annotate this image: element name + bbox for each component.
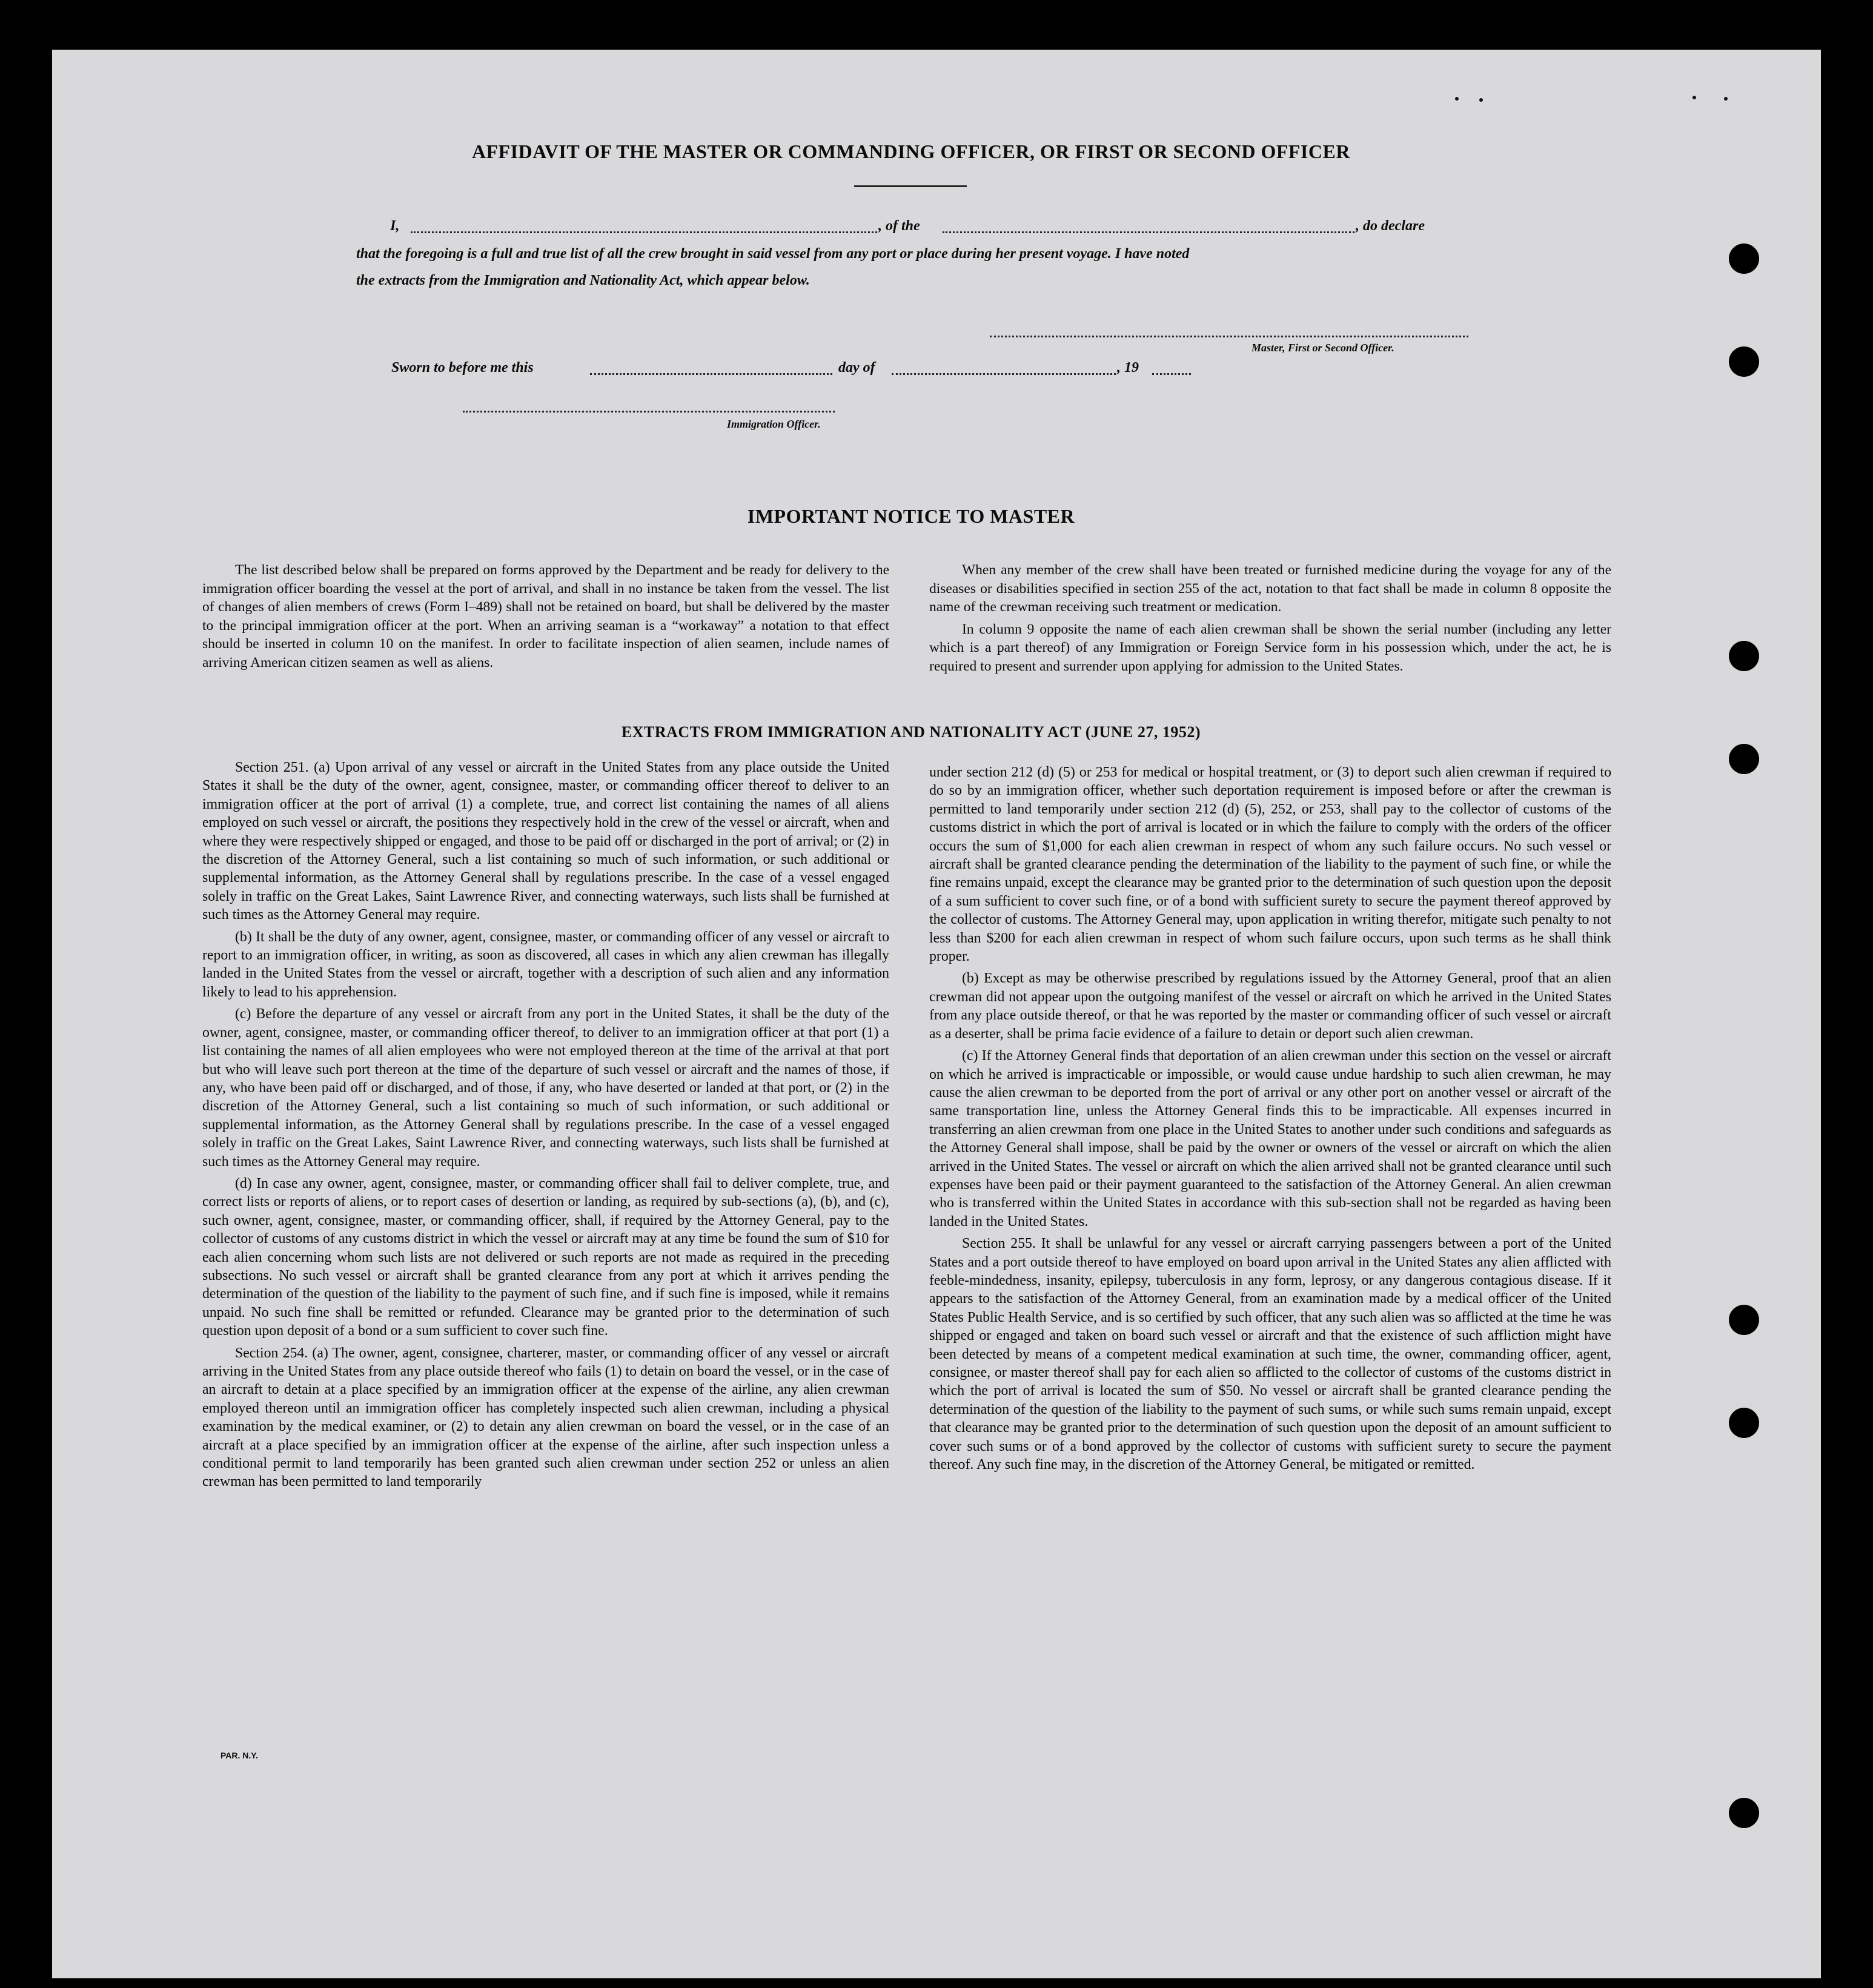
punch-hole [1729, 1305, 1759, 1335]
of-the-label: , of the [878, 218, 920, 234]
statement-line-2: the extracts from the Immigration and Nationality Act, which appear below. [356, 273, 810, 288]
section-251-d: (d) In case any owner, agent, consignee, master, or commanding officer shall fail to deliver complete, true, and correct lists or reports of aliens, or to report cases of desertion or landing, as required by sub-sections (a), (b), and (c), such owner, agent, consignee, master, or commanding officer, shall, if required by the Attorney General, pay to the collector of customs of any customs district in which the vessel or aircraft may at any time be found the sum of $10 for each alien concerning whom such lists are not delivered or such reports are not made as required in the preceding subsections. No such vessel or aircraft shall be granted clearance from any port at which it arrives pending the determination of the question of the liability to the payment of such fine, and if such fine is imposed, while it remains unpaid. No such fine shall be remitted or refunded. Clearance may be granted prior to the determination of such question upon deposit of a bond or a sum sufficient to cover such fine. [202, 1175, 889, 1339]
section-251-a: Section 251. (a) Upon arrival of any vessel or aircraft in the United States from any place outside the United States it shall be the duty of the owner, agent, consignee, master, or commanding officer thereof to deliver to an immigration officer at the port of arrival (1) a complete, true, and correct list containing the names of all aliens employed on such vessel or aircraft, the positions they respectively hold in the crew of the vessel or aircraft, when and where they were respectively shipped or engaged, and those to be paid off or discharged in the port of arrival; or (2) in the discretion of the Attorney General, such a list containing so much of such information, or such additional or supplemental information, as the Attorney General shall by regulations prescribe. In the case of a vessel engaged solely in traffic on the Great Lakes, Saint Lawrence River, and connecting waterways, such lists shall be furnished at such times as the Attorney General may require. [202, 760, 889, 923]
punch-hole [1729, 244, 1759, 274]
vessel-fill-line [943, 231, 1354, 233]
speck [1692, 96, 1696, 99]
section-254-a-continued: under section 212 (d) (5) or 253 for medical or hospital treatment, or (3) to deport such alien crewman if required to do so by an immigration officer, whether such deportation requirement is imposed before or after the crewman is permitted to land temporarily under section 212 (d) (5), 252, or 253, shall pay to the collector of customs of the customs district in which the port of arrival is located or in which the failure to comply with the orders of the officer occurs the sum of $1,000 for each alien crewman in respect of whom any such failure occurs. No such vessel or aircraft shall be granted clearance pending the determination of the liability to the payment of such fine, or while the fine remains unpaid, except the clearance may be granted prior to the determination of such question upon the deposit of a sum sufficient to cover such fine, or of a bond with sufficient surety to secure the payment thereof approved by the collector of customs. The Attorney General may, upon application in writing therefor, mitigate such penalty to not less than $200 for each alien crewman in respect of whom such failure occurs, upon such terms as he shall think proper. [929, 764, 1611, 965]
punch-hole [1729, 744, 1759, 774]
affidavit-title: AFFIDAVIT OF THE MASTER OR COMMANDING OFFICER, OR FIRST OR SECOND OFFICER [472, 141, 1350, 162]
section-254-c: (c) If the Attorney General finds that deportation of an alien crewman under this section on the vessel or aircraft on which he arrived is impracticable or impossible, or would cause undue hardship to such alien crewman, he may cause the alien crewman to be deported from the port of arrival or any other port on another vessel or aircraft of the same transportation line, unless the Attorney General finds this to be impracticable. All expenses incurred in transferring an alien crewman from one place in the United States to another under such conditions and safeguards as the Attorney General shall impose, shall be paid by the owner or owners of the vessel or aircraft on which the alien arrived in the United States. The vessel or aircraft on which the alien arrived shall not be granted clearance until such expenses have been paid or their payment guaranteed to the satisfaction of the Attorney General. An alien crewman who is transferred within the United States in accordance with this sub-section shall not be regarded as having been landed in the United States. [929, 1048, 1611, 1230]
sworn-label: Sworn to before me this [391, 360, 534, 376]
notice-title: IMPORTANT NOTICE TO MASTER [747, 505, 1075, 527]
speck [1479, 98, 1483, 102]
do-declare-label: , do declare [1356, 218, 1425, 234]
year-label: , 19 [1117, 360, 1139, 376]
section-254-a: Section 254. (a) The owner, agent, consignee, charterer, master, or commanding officer of any vessel or aircraft arriving in the United States from any place outside thereof who fails (1) to detain on board the vessel, or in the case of an aircraft to detain at a place specified by an immigration officer at the expense of the airline, any alien crewman employed thereon until an immigration officer has completely inspected such alien crewman, including a physical examination by the medical examiner, or (2) to detain any alien crewman on board the vessel, or in the case of an aircraft at a place specified by an immigration officer at the expense of the airline, after such inspection unless a conditional permit to land temporarily has been granted such alien crewman under section 252 or unless an alien crewman has been permitted to land temporarily [202, 1345, 889, 1490]
day-of-label: day of [838, 360, 875, 376]
title-rule [854, 185, 967, 187]
officer-caption: Immigration Officer. [727, 418, 821, 430]
master-signature-line [990, 336, 1468, 337]
speck [1455, 97, 1459, 101]
notice-left-column [202, 561, 889, 675]
notice-right-paragraph-2: In column 9 opposite the name of each alien crewman shall be shown the serial number (including any letter which is a part thereof) of any Immigration or Foreign Service form in his possession which, under the act, he is required to present and surrender upon applying for admission to the United States. [929, 621, 1611, 674]
officer-signature-line [463, 411, 835, 413]
document-page [52, 50, 1821, 1978]
section-251-c: (c) Before the departure of any vessel or aircraft from any port in the United States, it shall be the duty of the owner, agent, consignee, master, or commanding officer thereof, to deliver to an immigration officer at that port (1) a list containing the names of all alien employees who were not employed thereon at the time of the arrival at that port but who will leave such port thereon at the time of the departure of such vessel or aircraft and the names of those, if any, who have been paid off or discharged, and of those, if any, who have deserted or landed at that port, or (2) in the discretion of the Attorney General, such a list containing so much of such information, or such additional or supplemental information, as the Attorney General shall by regulations prescribe. In the case of a vessel engaged solely in traffic on the Great Lakes, Saint Lawrence River, and connecting waterways, such lists shall be furnished at such times as the Attorney General may require. [202, 1006, 889, 1170]
notice-right-paragraph-1: When any member of the crew shall have been treated or furnished medicine during the voyage for any of the diseases or disabilities specified in section 255 of the act, notation to that fact shall be made in column 8 opposite the name of the crewman receiving such treatment or medication. [929, 562, 1611, 615]
sworn-year-fill-line [1152, 373, 1191, 375]
section-251-b: (b) It shall be the duty of any owner, agent, consignee, master, or commanding officer of any vessel or aircraft to report to an immigration officer, in writing, as soon as discovered, all cases in which any alien crewman has illegally landed in the United States from the vessel or aircraft, together with a description of such alien and any information likely to lead to his apprehension. [202, 929, 889, 1000]
notice-right-column [929, 561, 1611, 679]
sworn-day-fill-line [590, 373, 832, 375]
section-254-b: (b) Except as may be otherwise prescribed by regulations issued by the Attorney General, proof that an alien crewman did not appear upon the outgoing manifest of the vessel or aircraft on which he arrived in the United States from any place outside thereof, or that he was reported by the master or commanding officer of such vessel or aircraft as a deserter, shall be prima facie evidence of a failure to detain or deport such alien crewman. [929, 970, 1611, 1042]
sworn-month-fill-line [892, 373, 1116, 375]
statement-line-1: that the foregoing is a full and true list of all the crew brought in said vessel from any port or place during her present voyage. I have noted [356, 246, 1190, 262]
name-fill-line [411, 231, 877, 233]
extracts-title: EXTRACTS FROM IMMIGRATION AND NATIONALITY ACT (JUNE 27, 1952) [621, 723, 1201, 741]
punch-hole [1729, 1408, 1759, 1438]
punch-hole [1729, 641, 1759, 671]
master-caption: Master, First or Second Officer. [1251, 342, 1394, 354]
extracts-right-column [929, 763, 1611, 1477]
punch-hole [1729, 346, 1759, 377]
notice-left-paragraph: The list described below shall be prepared on forms approved by the Department and be ready for delivery to the immigration officer boarding the vessel at the port of arrival, and shall in no instance be taken from the vessel. The list of changes of alien members of crews (Form I–489) shall not be retained on board, but shall be delivered by the master to the principal immigration officer at the port. When an arriving seaman is a “workaway” a notation to that effect should be inserted in column 10 on the manifest. In order to facilitate inspection of alien seamen, include names of arriving American citizen seamen as well as aliens. [202, 562, 889, 671]
extracts-left-column [202, 758, 889, 1495]
speck [1724, 97, 1728, 101]
printer-mark: PAR. N.Y. [220, 1751, 258, 1760]
punch-hole [1729, 1798, 1759, 1828]
i-label: I, [390, 218, 400, 234]
section-255: Section 255. It shall be unlawful for any vessel or aircraft carrying passengers between a port of the United States and a port outside thereof to have employed on board upon arrival in the United States any alien afflicted with feeble-mindedness, insanity, epilepsy, tuberculosis in any form, leprosy, or any dangerous contagious disease. If it appears to the satisfaction of the Attorney General, from an examination made by a medical officer of the United States Public Health Service, and is so certified by such officer, that any such alien was so afflicted at the time he was shipped or engaged and taken on board such vessel or aircraft and that the existence of such affliction might have been detected by means of a competent medical examination at such time, the owner, commanding officer, agent, consignee, or master thereof shall pay for each alien so afflicted to the collector of customs of the customs district in which the port of arrival is located the sum of $50. No vessel or aircraft shall be granted clearance pending the determination of the question of the liability to the payment of such sums, or while such sums remain unpaid, except that clearance may be granted prior to the determination of such question upon the deposit of an amount sufficient to cover such sums or of a bond approved by the collector of customs with sufficient surety to secure the payment thereof. Any such fine may, in the discretion of the Attorney General, be mitigated or remitted. [929, 1236, 1611, 1473]
